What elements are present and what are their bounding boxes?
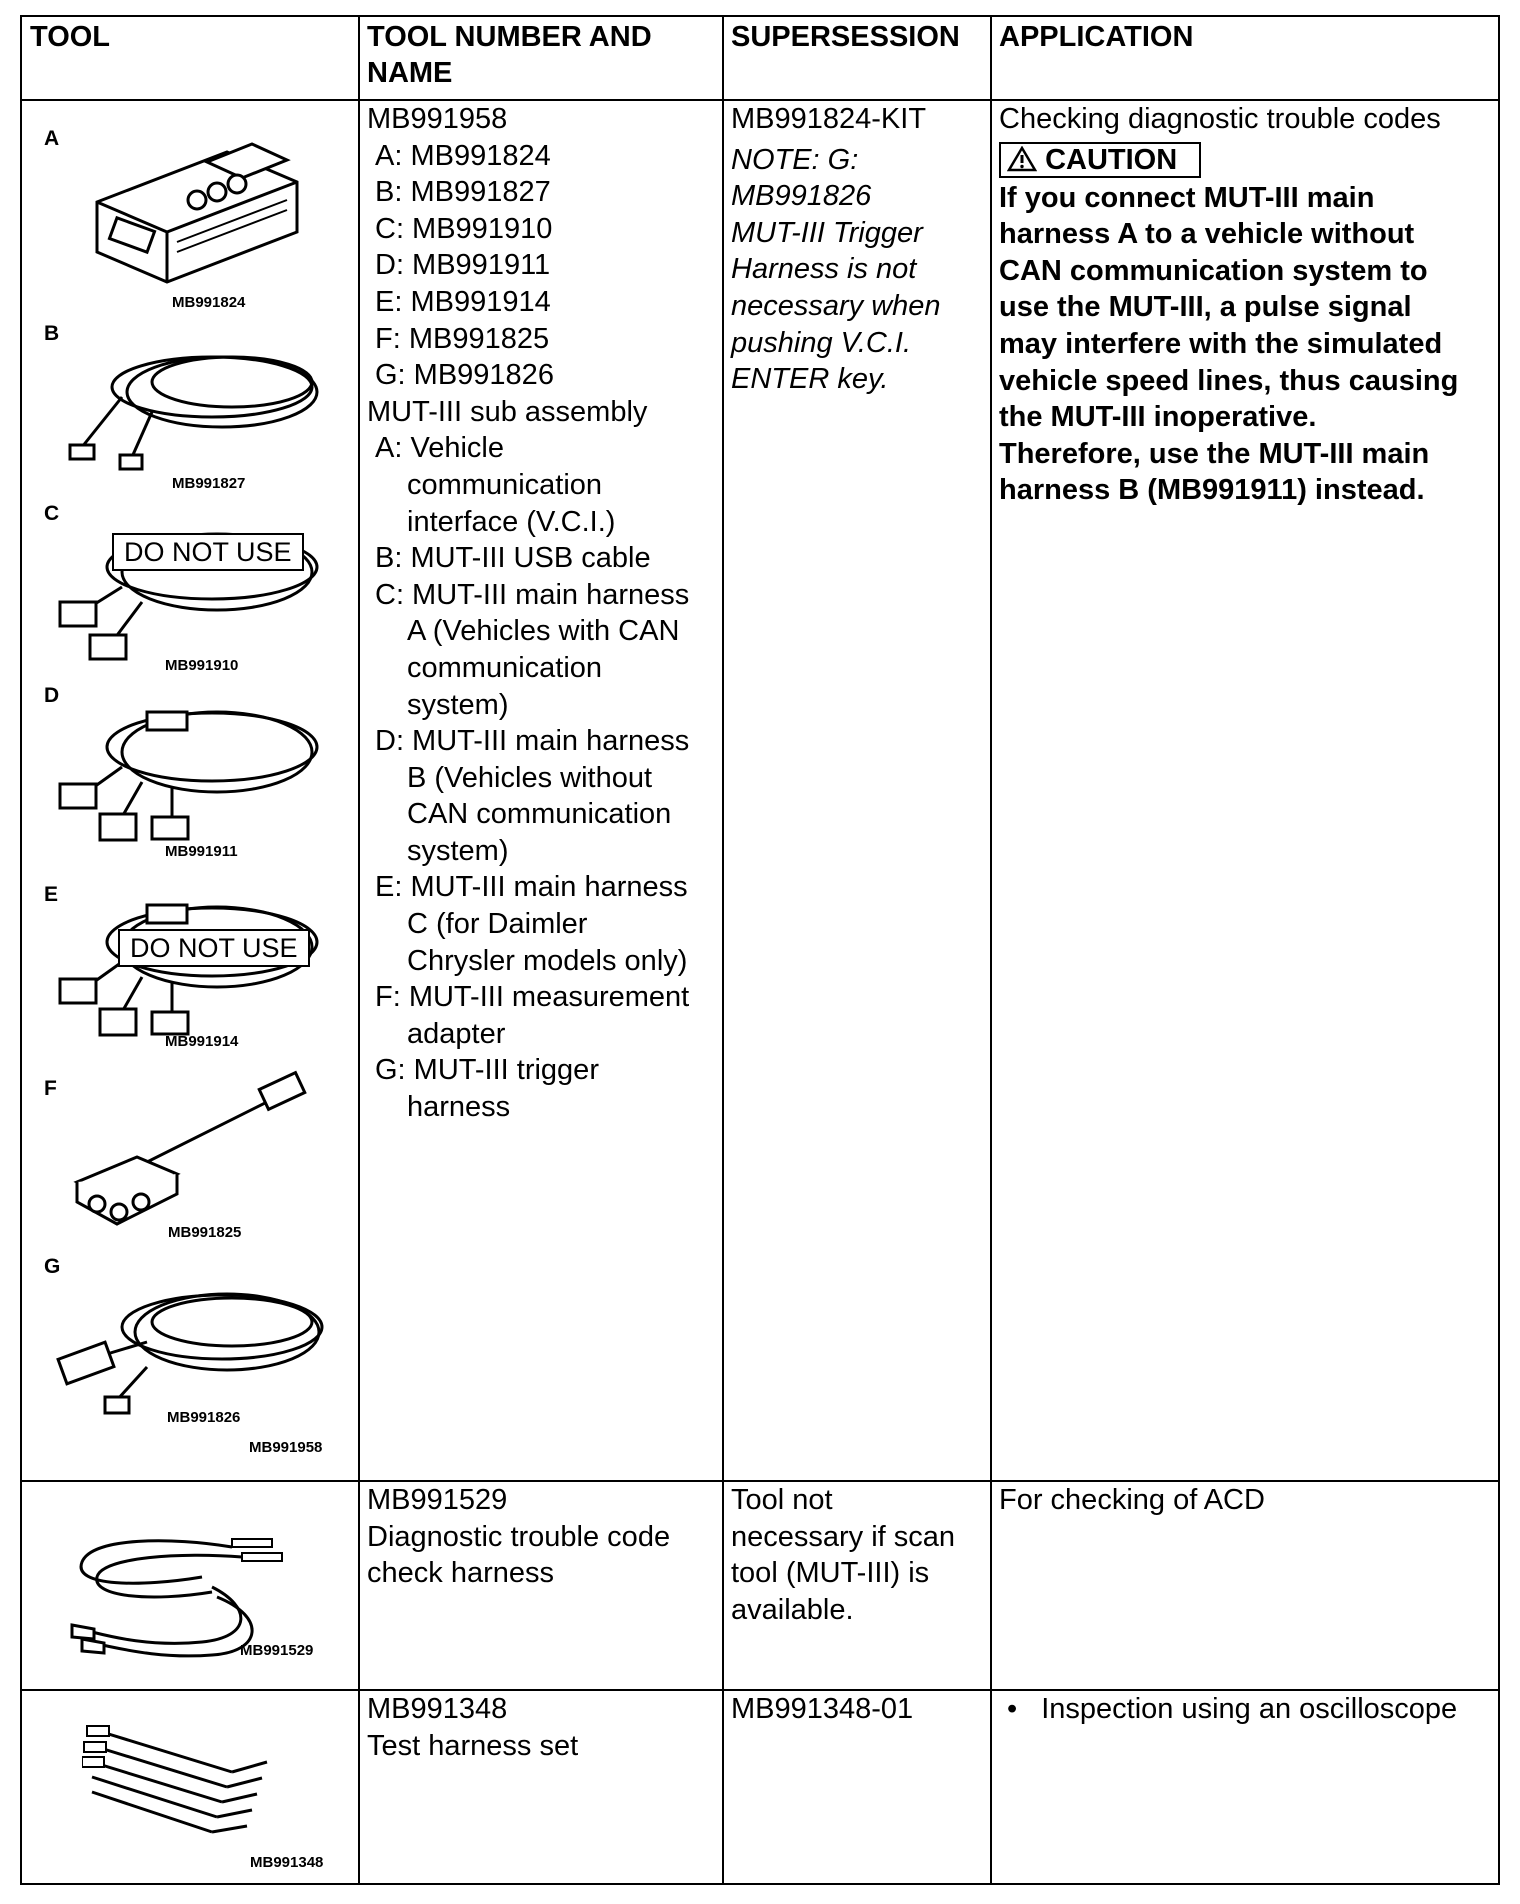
image-letter-c: C [44, 502, 60, 525]
image-letter-b: B [44, 322, 60, 345]
caution-box [999, 142, 1201, 178]
warning-triangle-icon [1007, 146, 1037, 172]
col-divider [990, 17, 992, 1883]
image-letter-e: E [44, 883, 59, 906]
row3-supersession: MB991348-01 [731, 1693, 914, 1725]
image-letter-d: D [44, 684, 60, 707]
image-caption-g: MB991826 [167, 1409, 241, 1426]
main-harness-b-illustration [52, 692, 332, 852]
row1-tool-number: MB991958 A: MB991824 B: MB991827 C: MB991910 D: MB991911 E: MB991914 F: MB991825 G: MB991826 MUT-III sub assembly A: Vehicle communication interface (V.C.I.) B: MUT-III USB cable C: MUT-III main harness A (Vehicles with CAN communication system) D: MUT-III main harness B (Vehicles without CAN communication system) E: MUT-III main harness C (for Daimler Chrysler models only) F: MUT-III measurement adapter G: MUT-III trigger harness [367, 103, 690, 1124]
trigger-harness-illustration [47, 1272, 337, 1422]
do-not-use-label-c: DO NOT USE [112, 533, 304, 571]
row2-image-caption: MB991529 [240, 1642, 314, 1659]
image-group-caption: MB991958 [249, 1439, 323, 1456]
row1-application: Checking diagnostic trouble codes CAUTION If you connect MUT-III main harness A to a vehicle without CAN communication system to use the MUT-III, a pulse signal may interfere with the simulated vehicle speed lines, thus causing the MUT-III inoperative. Therefore, use the MUT-III main harness B (MB991911) instead. [999, 103, 1459, 507]
row3-tool-number: MB991348 Test harness set [367, 1693, 579, 1762]
main-harness-c-illustration [52, 887, 332, 1047]
header-application: APPLICATION [999, 21, 1194, 53]
row3-image-caption: MB991348 [250, 1854, 324, 1871]
test-harness-set-illustration [82, 1712, 282, 1862]
usb-cable-illustration [62, 327, 332, 477]
header-supersession: SUPERSESSION [731, 21, 960, 53]
tools-table [20, 15, 1500, 1885]
image-caption-f: MB991825 [168, 1224, 242, 1241]
vci-unit-illustration [77, 132, 317, 302]
caution-label: CAUTION [1045, 143, 1178, 176]
bullet: • [1007, 1693, 1018, 1725]
image-letter-g: G [44, 1255, 61, 1278]
image-caption-a: MB991824 [172, 294, 246, 311]
image-letter-a: A [44, 127, 60, 150]
image-caption-e: MB991914 [165, 1033, 239, 1050]
header-tool: TOOL [30, 21, 111, 53]
image-caption-b: MB991827 [172, 475, 246, 492]
image-caption-d: MB991911 [165, 843, 238, 860]
row2-supersession: Tool not necessary if scan tool (MUT-III) is available. [731, 1484, 956, 1626]
row2-tool-number: MB991529 Diagnostic trouble code check harness [367, 1484, 671, 1590]
do-not-use-label-e: DO NOT USE [118, 929, 310, 967]
col-divider [358, 17, 360, 1883]
row1-supersession: MB991824-KIT NOTE: G: MB991826 MUT-III Trigger Harness is not necessary when pushing V.C.I. ENTER key. [731, 103, 941, 396]
image-caption-c: MB991910 [165, 657, 239, 674]
row2-application: For checking of ACD [999, 1484, 1265, 1516]
row3-application: • Inspection using an oscilloscope [1007, 1693, 1458, 1725]
col-divider [722, 17, 724, 1883]
measurement-adapter-illustration [67, 1062, 337, 1227]
image-letter-f: F [44, 1077, 57, 1100]
header-tool-number: TOOL NUMBER AND NAME [367, 21, 652, 89]
